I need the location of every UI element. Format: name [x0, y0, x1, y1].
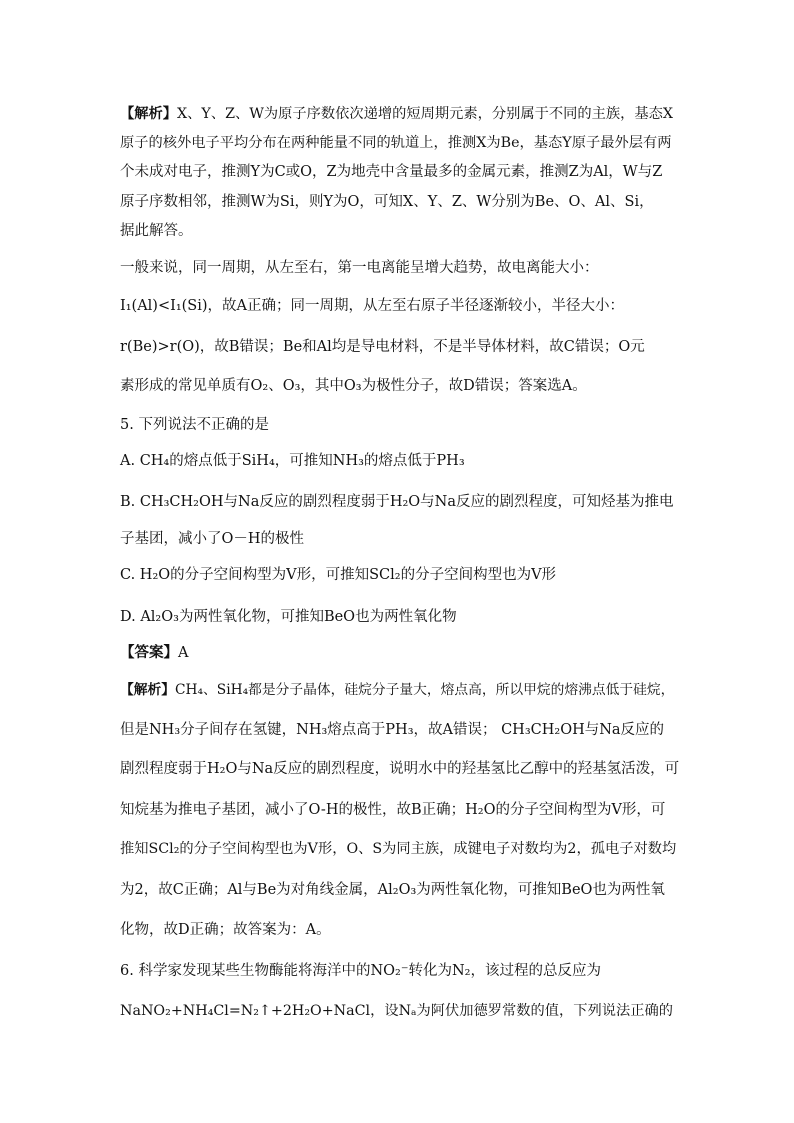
- answer-label: 【答案】: [120, 644, 178, 661]
- analysis-line: 一般来说，同一周期，从左至右，第一电离能呈增大趋势，故电离能大小：: [120, 260, 599, 276]
- analysis-label: 【解析】: [120, 106, 178, 122]
- analysis-line: I₁(Al)<I₁(Si)，故A正确；同一周期，从左至右原子半径逐渐较小，半径大小：: [120, 298, 625, 314]
- analysis-line: 【解析】X、Y、Z、W为原子序数依次递增的短周期元素，分别属于不同的主族，基态X: [120, 106, 674, 122]
- option-a: A. CH₄的熔点低于SiH₄，可推知NH₃的熔点低于PH₃: [120, 453, 465, 469]
- option-c: C. H₂O的分子空间构型为V形，可推知SCl₂的分子空间构型也为V形: [120, 567, 557, 583]
- question-6-stem-continued: NaNO₂+NH₄Cl=N₂↑+2H₂O+NaCl，设Nₐ为阿伏加德罗常数的值，下列说法正确的: [120, 1003, 674, 1019]
- answer-value: A: [178, 645, 189, 661]
- option-b: B. CH₃CH₂OH与Na反应的剧烈程度弱于H₂O与Na反应的剧烈程度，可知烃基为推电: [120, 494, 674, 510]
- analysis-line: 素形成的常见单质有O₂、O₃，其中O₃为极性分子，故D错误；答案选A。: [120, 378, 587, 394]
- analysis-line: 为2，故C正确；Al与Be为对角线金属，Al₂O₃为两性氧化物，可推知BeO也为两性氧: [120, 882, 665, 898]
- analysis-line: 但是NH₃分子间存在氢键，NH₃熔点高于PH₃，故A错误； CH₃CH₂OH与Na反应的: [120, 722, 665, 738]
- answer-line: [120, 643, 680, 663]
- analysis-line: 原子的核外电子平均分布在两种能量不同的轨道上，推测X为Be，基态Y原子最外层有两: [120, 135, 672, 151]
- analysis-line: 知烷基为推电子基团，减小了O-H的极性，故B正确；H₂O的分子空间构型为V形，可: [120, 802, 666, 818]
- analysis-line: 原子序数相邻，推测W为Si，则Y为O，可知X、Y、Z、W分别为Be、O、Al、Si，: [120, 194, 654, 210]
- analysis-line: r(Be)>r(O)，故B错误；Be和Al均是导电材料，不是半导体材料，故C错误；O元: [120, 339, 645, 355]
- analysis-label: 【解析】: [120, 682, 176, 698]
- question-5-stem: 5. 下列说法不正确的是: [120, 417, 269, 433]
- analysis-line: 推知SCl₂的分子空间构型也为V形，O、S为同主族，成键电子对数均为2，孤电子对数均: [120, 841, 677, 857]
- analysis-line: 化物，故D正确；故答案为：A。: [120, 922, 331, 938]
- option-d: D. Al₂O₃为两性氧化物，可推知BeO也为两性氧化物: [120, 609, 457, 625]
- option-b-continued: 子基团，减小了O－H的极性: [120, 531, 305, 547]
- analysis-line: 【解析】CH₄、SiH₄都是分子晶体，硅烷分子量大，熔点高，所以甲烷的熔沸点低于硅烷，: [120, 682, 675, 698]
- analysis-line: 个未成对电子，推测Y为C或O，Z为地壳中含量最多的金属元素，推测Z为Al，W与Z: [120, 164, 663, 180]
- analysis-line: 剧烈程度弱于H₂O与Na反应的剧烈程度，说明水中的羟基氢比乙醇中的羟基氢活泼，可: [120, 761, 680, 777]
- analysis-line: 据此解答。: [120, 223, 193, 239]
- question-6-stem: 6. 科学家发现某些生物酶能将海洋中的NO₂⁻转化为N₂，该过程的总反应为: [120, 963, 601, 979]
